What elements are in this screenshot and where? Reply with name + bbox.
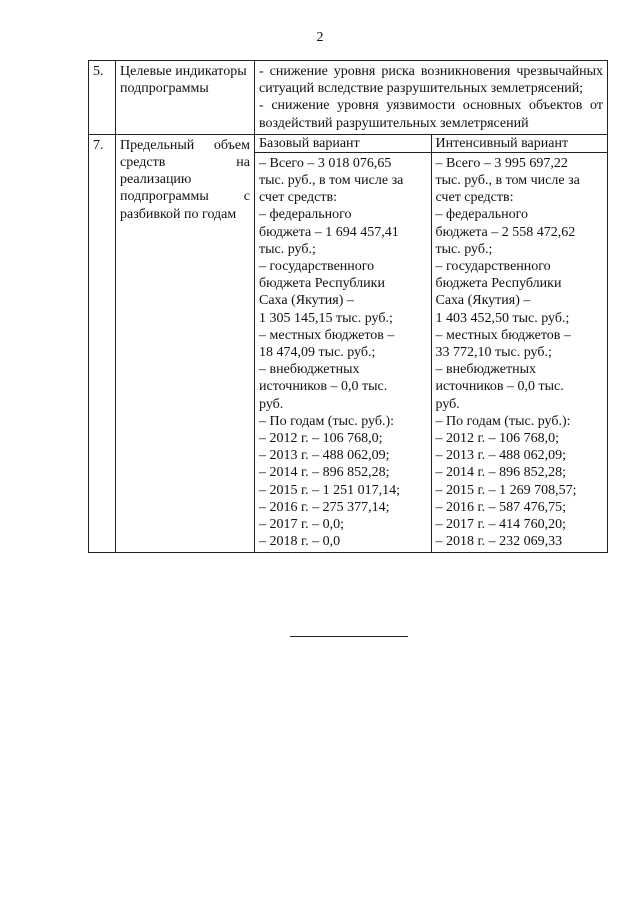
funding-line: – местных бюджетов – <box>435 327 571 343</box>
funding-line: – 2018 г. – 0,0 <box>259 534 341 550</box>
indicator-line: - снижение уровня уязвимости основных объектов от воздействий разрушительных землетрясений <box>259 98 603 131</box>
funding-line: – 2016 г. – 275 377,14; <box>259 499 390 515</box>
funding-line: – местных бюджетов – <box>259 327 395 343</box>
funding-line: бюджета – 1 694 457,41 <box>259 224 399 240</box>
table-row-funding <box>89 134 608 553</box>
funding-line: 33 772,10 тыс. руб.; <box>435 345 552 361</box>
funding-line: – государственного <box>259 259 375 275</box>
funding-line: бюджета Республики <box>259 276 385 292</box>
funding-line: – По годам (тыс. руб.): <box>435 413 571 429</box>
funding-variants-cell <box>255 134 608 553</box>
table-row-target-indicators <box>89 61 608 135</box>
intensive-variant-header: Интенсивный вариант <box>432 135 608 153</box>
funding-line: тыс. руб.; <box>259 241 316 257</box>
funding-line: – 2014 г. – 896 852,28; <box>259 465 390 481</box>
funding-line: 1 305 145,15 тыс. руб.; <box>259 310 393 326</box>
funding-line: счет средств: <box>259 190 338 206</box>
funding-line: – 2017 г. – 414 760,20; <box>435 517 567 533</box>
program-table <box>88 60 608 553</box>
closing-divider-line <box>290 636 408 637</box>
funding-line: тыс. руб., в том числе за <box>435 173 580 189</box>
funding-line: тыс. руб.; <box>435 241 493 257</box>
funding-line: – По годам (тыс. руб.): <box>259 413 395 429</box>
funding-line: – государственного <box>435 259 551 275</box>
funding-line: – внебюджетных <box>259 362 360 378</box>
indicators-cell <box>255 61 608 135</box>
funding-line: – федерального <box>435 207 529 223</box>
funding-line: руб. <box>435 396 460 412</box>
intensive-variant-column <box>431 135 608 553</box>
funding-line: источников – 0,0 тыс. <box>435 379 564 395</box>
funding-line: Саха (Якутия) – <box>435 293 531 309</box>
row-title: Предельный объем средств на реализацию подпрограммы с разбивкой по годам <box>116 134 255 553</box>
base-variant-column <box>255 135 431 553</box>
funding-line: 18 474,09 тыс. руб.; <box>259 345 376 361</box>
funding-line: – федерального <box>259 207 352 223</box>
funding-line: – 2017 г. – 0,0; <box>259 517 345 533</box>
funding-line: бюджета Республики <box>435 276 562 292</box>
funding-line: – внебюджетных <box>435 362 537 378</box>
funding-line: источников – 0,0 тыс. <box>259 379 388 395</box>
row-number: 7. <box>89 134 116 553</box>
funding-line: тыс. руб., в том числе за <box>259 173 404 189</box>
indicator-line: - снижение уровня риска возникновения чрезвычайных ситуаций вследствие разрушительных землетрясений; <box>259 64 603 97</box>
funding-line: – 2012 г. – 106 768,0; <box>259 431 383 447</box>
funding-line: – 2016 г. – 587 476,75; <box>435 499 567 515</box>
base-variant-header: Базовый вариант <box>255 135 431 153</box>
funding-line: – 2015 г. – 1 251 017,14; <box>259 482 401 498</box>
funding-line: – 2015 г. – 1 269 708,57; <box>435 482 577 498</box>
funding-line: – 2013 г. – 488 062,09; <box>435 448 567 464</box>
funding-line: – 2018 г. – 232 069,33 <box>435 534 563 550</box>
base-variant-body <box>255 153 431 553</box>
funding-line: Саха (Якутия) – <box>259 293 354 309</box>
row-number: 5. <box>89 61 116 135</box>
funding-line: 1 403 452,50 тыс. руб.; <box>435 310 570 326</box>
funding-line: – 2013 г. – 488 062,09; <box>259 448 390 464</box>
funding-line: – Всего – 3 995 697,22 <box>435 155 568 171</box>
funding-line: – 2012 г. – 106 768,0; <box>435 431 560 447</box>
funding-line: руб. <box>259 396 284 412</box>
row-title: Целевые индикаторы подпрограммы <box>116 61 255 135</box>
funding-line: счет средств: <box>435 190 514 206</box>
funding-line: – 2014 г. – 896 852,28; <box>435 465 567 481</box>
funding-line: бюджета – 2 558 472,62 <box>435 224 576 240</box>
page-number: 2 <box>316 30 324 45</box>
intensive-variant-body <box>432 153 608 553</box>
funding-line: – Всего – 3 018 076,65 <box>259 155 392 171</box>
